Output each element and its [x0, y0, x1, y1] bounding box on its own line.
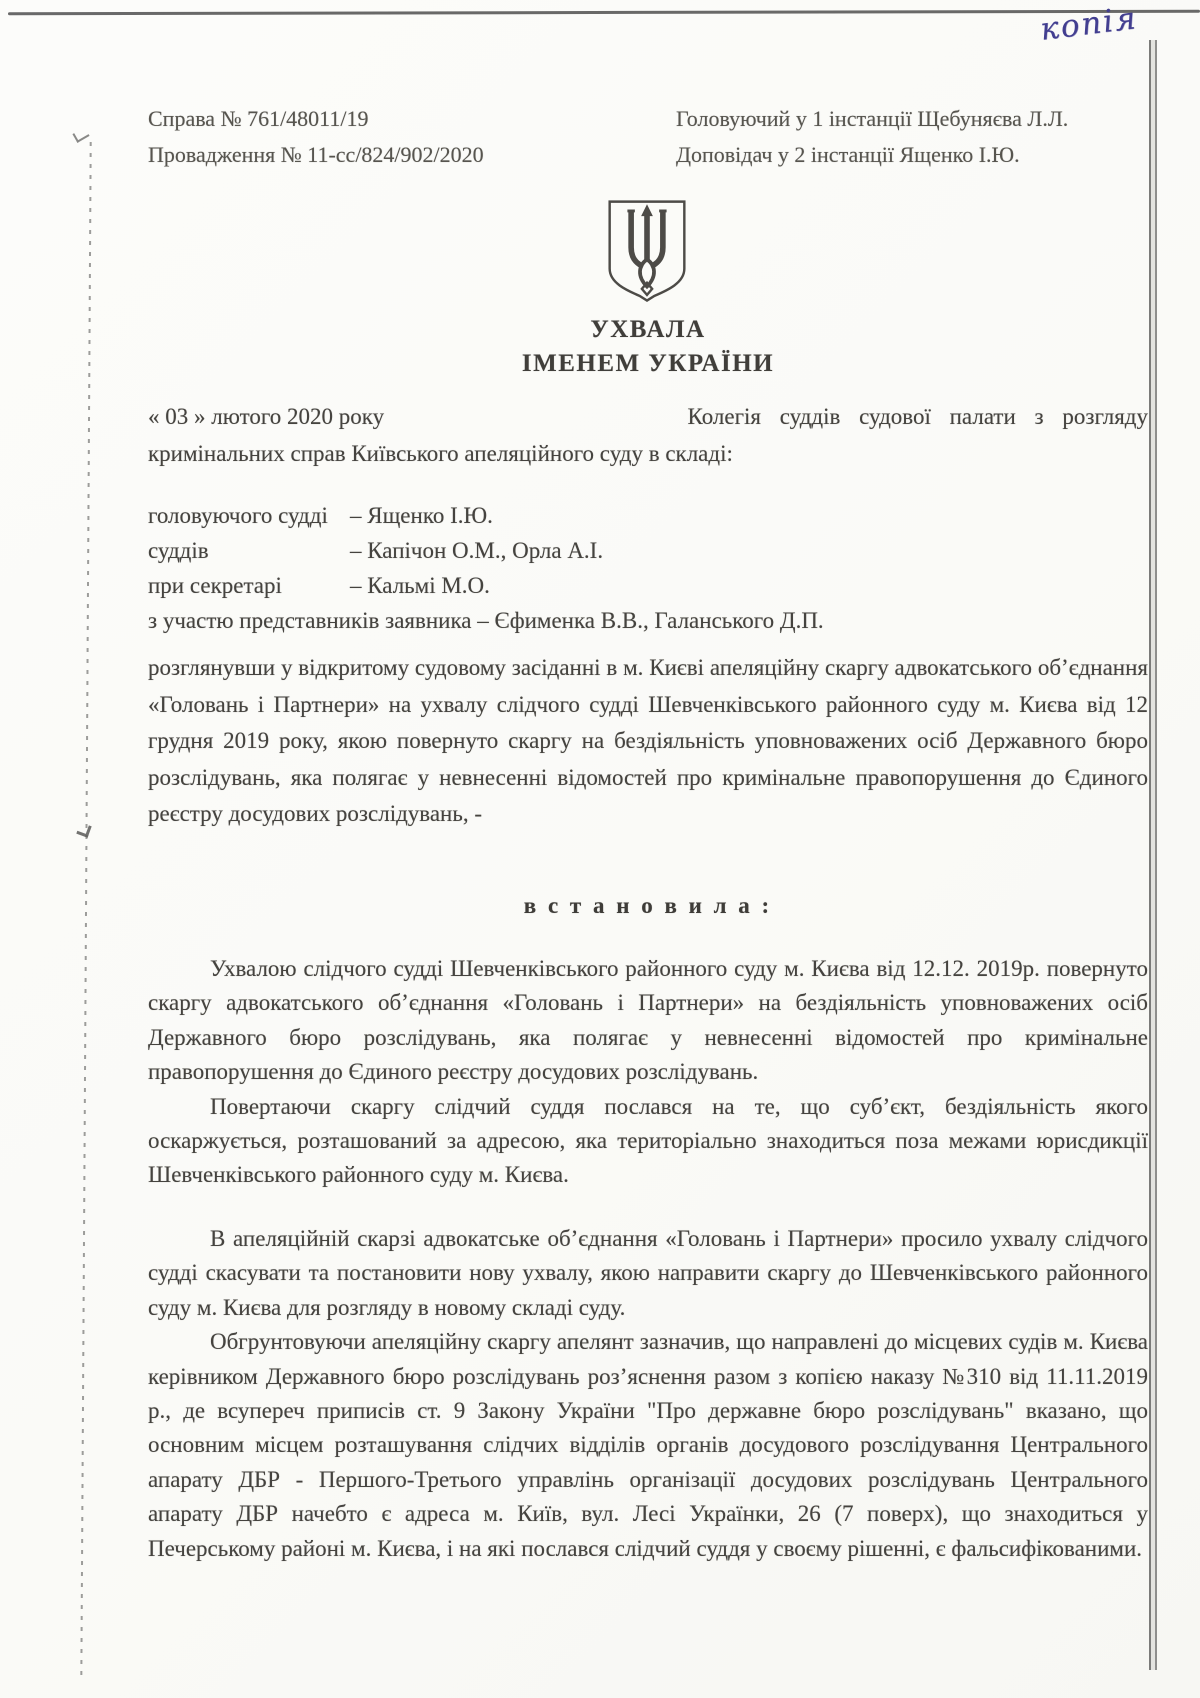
- panel-description-line1: Колегія суддів судової палати з розгляду: [687, 404, 1148, 429]
- established-heading: в с т а н о в и л а :: [523, 893, 773, 918]
- binding-stitch-line: [80, 142, 91, 1682]
- preamble-paragraph: розглянувши у відкритому судовому засіданні в м. Києві апеляційну скаргу адвокатського об’єднання «Головань і Партнери» на ухвалу слідчого судді Шевченківського районного суду м. Києва від 12 грудня 2019 року, якою повернуто скаргу на бездіяльність уповноважених осіб Державного бюро розслідувань, яка полягає у невнесенні відомостей про кримінальне правопорушення до Єдиного реєстру досудових розслідувань, -: [148, 655, 1148, 826]
- composition-row-secretary: [148, 568, 1148, 603]
- case-header: [148, 101, 1148, 173]
- participants-line: з участю представників заявника – Єфименка В.В., Галанського Д.П.: [148, 608, 824, 633]
- body-paragraph-3: В апеляційній скарзі адвокатське об’єднання «Головань і Партнери» просило ухвалу слідчого судді скасувати та постановити нову ухвалу, якою направити скаргу до Шевченківського районного суду м. Києва для розгляду в новому складі суду.: [148, 1226, 1148, 1320]
- second-instance-reporter: Доповідач у 2 інстанції Ященко І.Ю.: [676, 142, 1020, 167]
- decision-date: « 03 » лютого 2020 року: [148, 404, 385, 429]
- composition-row-presiding: [148, 498, 1148, 533]
- binding-stitch-knot-top: [72, 127, 89, 143]
- composition-row-judges: [148, 533, 1148, 568]
- role-label: при секретарі: [148, 573, 282, 598]
- body-paragraph-2: Повертаючи скаргу слідчий суддя послався на те, що суб’єкт, бездіяльність якого оскаржується, розташований за адресою, яка територіально знаходиться поза межами юрисдикції Шевченківського районного суду м. Києва.: [148, 1093, 1148, 1188]
- document-title: УХВАЛА: [590, 316, 706, 343]
- panel-description-line2: кримінальних справ Київського апеляційного суду в складі:: [148, 441, 733, 466]
- scan-page-right-edge: [1149, 40, 1157, 1670]
- role-label: суддів: [148, 538, 209, 563]
- role-value: – Капічон О.М., Орла А.І.: [350, 538, 604, 563]
- ukraine-trident-emblem-icon: [600, 196, 694, 308]
- binding-stitch-knot-middle: [76, 822, 91, 837]
- role-label: головуючого судді: [148, 503, 328, 528]
- first-instance-judge: Головуючий у 1 інстанції Щебуняєва Л.Л.: [676, 106, 1069, 131]
- handwritten-copy-note: копія: [1038, 0, 1140, 48]
- date-and-panel-row: [148, 404, 1148, 430]
- body-paragraph-4: Обгрунтовуючи апеляційну скаргу апелянт зазначив, що направлені до місцевих судів м. Києва керівником Державного бюро розслідувань роз’яснення разом з копією наказу №310 від 11.11.2019 р., де всупереч приписів ст. 9 Закону України "Про державне бюро розслідувань" вказано, що основним місцем розташування слідчих відділів органів досудового розслідування Центрального апарату ДБР - Першого-Третього управлінь організації досудових розслідувань Центрального апарату ДБР начебто є адреса м. Київ, вул. Лесі Українки, 26 (7 поверх), що знаходиться у Печерському районі м. Києва, і на які послався слідчий суддя у своєму рішенні, є фальсифікованими.: [148, 1329, 1148, 1561]
- body-paragraph-1: Ухвалою слідчого судді Шевченківського районного суду м. Києва від 12.12. 2019р. повернуто скаргу адвокатського об’єднання «Головань і Партнери» на бездіяльність уповноважених осіб Державного бюро розслідувань, яка полягає у невнесенні відомостей про кримінальне правопорушення до Єдиного реєстру досудових розслідувань.: [148, 956, 1148, 1085]
- role-value: – Кальмі М.О.: [350, 573, 490, 598]
- scan-edge-top-line: [8, 10, 1200, 15]
- role-value: – Ященко І.Ю.: [350, 503, 493, 528]
- court-composition-list: [148, 498, 1148, 638]
- case-number: Справа № 761/48011/19: [148, 106, 369, 131]
- document-subtitle: ІМЕНЕМ УКРАЇНИ: [521, 350, 775, 377]
- proceeding-number: Провадження № 11-сс/824/902/2020: [148, 142, 484, 167]
